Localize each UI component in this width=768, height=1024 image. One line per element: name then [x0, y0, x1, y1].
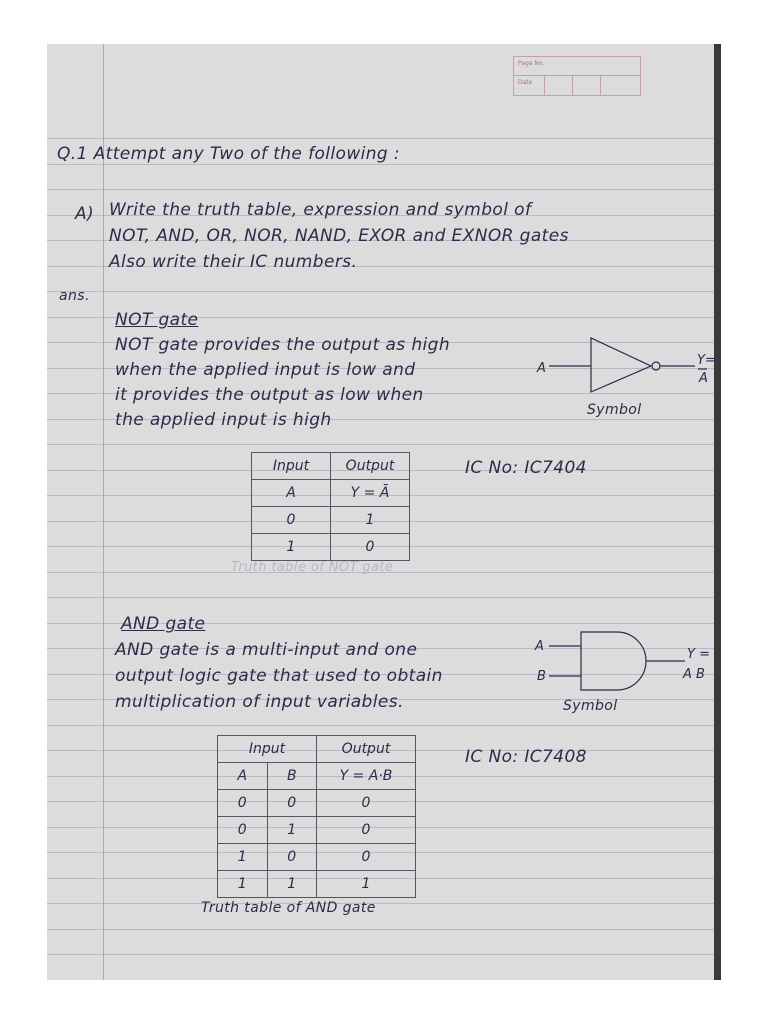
and-cell: 1 — [218, 871, 268, 898]
not-cell: 0 — [331, 534, 410, 561]
ruled-line — [47, 954, 714, 955]
not-ic-number: IC No: IC7404 — [465, 458, 587, 478]
part-a-label: A) — [75, 204, 95, 224]
and-header-output: Output — [317, 736, 416, 763]
and-cell: 0 — [218, 790, 268, 817]
ruled-line — [47, 903, 714, 904]
and-cell: 0 — [317, 844, 416, 871]
and-cell: 0 — [218, 817, 268, 844]
and-truth-table — [217, 735, 416, 898]
not-cell: A — [252, 480, 331, 507]
and-header-input: Input — [218, 736, 317, 763]
and-input-b-label: B — [537, 669, 546, 684]
and-cell: 1 — [218, 844, 268, 871]
not-gate-heading: NOT gate — [115, 310, 199, 330]
and-cell: 1 — [317, 871, 416, 898]
ruled-line — [47, 164, 714, 165]
and-gate-heading: AND gate — [121, 614, 206, 634]
and-col-b: B — [267, 763, 317, 790]
and-input-a-label: A — [535, 639, 544, 654]
and-ic-number: IC No: IC7408 — [465, 747, 587, 767]
not-table-caption: Truth table of NOT gate — [231, 560, 394, 575]
not-output-label: Y= — [697, 353, 716, 368]
not-truth-table — [251, 452, 410, 561]
and-cell: 1 — [267, 817, 317, 844]
ruled-line — [47, 444, 714, 445]
part-a-line-2: NOT, AND, OR, NOR, NAND, EXOR and EXNOR gates — [109, 226, 569, 246]
not-symbol-caption: Symbol — [587, 402, 642, 418]
ruled-line — [47, 929, 714, 930]
not-desc-line-4: the applied input is high — [115, 410, 332, 430]
part-a-line-1: Write the truth table, expression and symbol of — [109, 200, 532, 220]
ruled-line — [47, 138, 714, 139]
ans-label: ans. — [59, 288, 90, 304]
not-cell: 1 — [252, 534, 331, 561]
ruled-line — [47, 291, 714, 292]
not-desc-line-1: NOT gate provides the output as high — [115, 335, 451, 355]
and-cell: 0 — [267, 790, 317, 817]
and-desc-line-1: AND gate is a multi-input and one — [115, 640, 418, 660]
not-header-output: Output — [331, 453, 410, 480]
question-heading: Q.1 Attempt any Two of the following : — [57, 144, 401, 164]
not-header-input: Input — [252, 453, 331, 480]
and-output-expr: A B — [683, 667, 705, 682]
not-desc-line-2: when the applied input is low and — [115, 360, 416, 380]
and-cell: 1 — [267, 871, 317, 898]
not-gate-symbol — [537, 330, 717, 410]
not-cell: 1 — [331, 507, 410, 534]
not-output-expr: A — [699, 371, 708, 386]
and-desc-line-3: multiplication of input variables. — [115, 692, 404, 712]
and-desc-line-2: output logic gate that used to obtain — [115, 666, 443, 686]
and-table-caption: Truth table of AND gate — [201, 900, 376, 916]
ruled-line — [47, 189, 714, 190]
not-cell: Y = Ā — [331, 480, 410, 507]
and-gate-symbol — [535, 630, 720, 700]
ruled-line — [47, 725, 714, 726]
margin-line — [103, 44, 104, 980]
not-input-label: A — [537, 361, 546, 376]
part-a-line-3: Also write their IC numbers. — [109, 252, 358, 272]
and-symbol-caption: Symbol — [563, 698, 618, 714]
not-desc-line-3: it provides the output as low when — [115, 385, 424, 405]
ruled-line — [47, 597, 714, 598]
page-edge-shadow — [714, 44, 721, 980]
page-date-box — [513, 56, 641, 96]
and-cell: 0 — [317, 790, 416, 817]
and-output-label: Y = — [687, 647, 710, 662]
date-label: Date — [518, 79, 533, 86]
and-col-y: Y = A·B — [317, 763, 416, 790]
notebook-page — [47, 44, 721, 980]
and-col-a: A — [218, 763, 268, 790]
not-cell: 0 — [252, 507, 331, 534]
page-no-label: Page No. — [518, 60, 545, 67]
and-cell: 0 — [317, 817, 416, 844]
and-cell: 0 — [267, 844, 317, 871]
